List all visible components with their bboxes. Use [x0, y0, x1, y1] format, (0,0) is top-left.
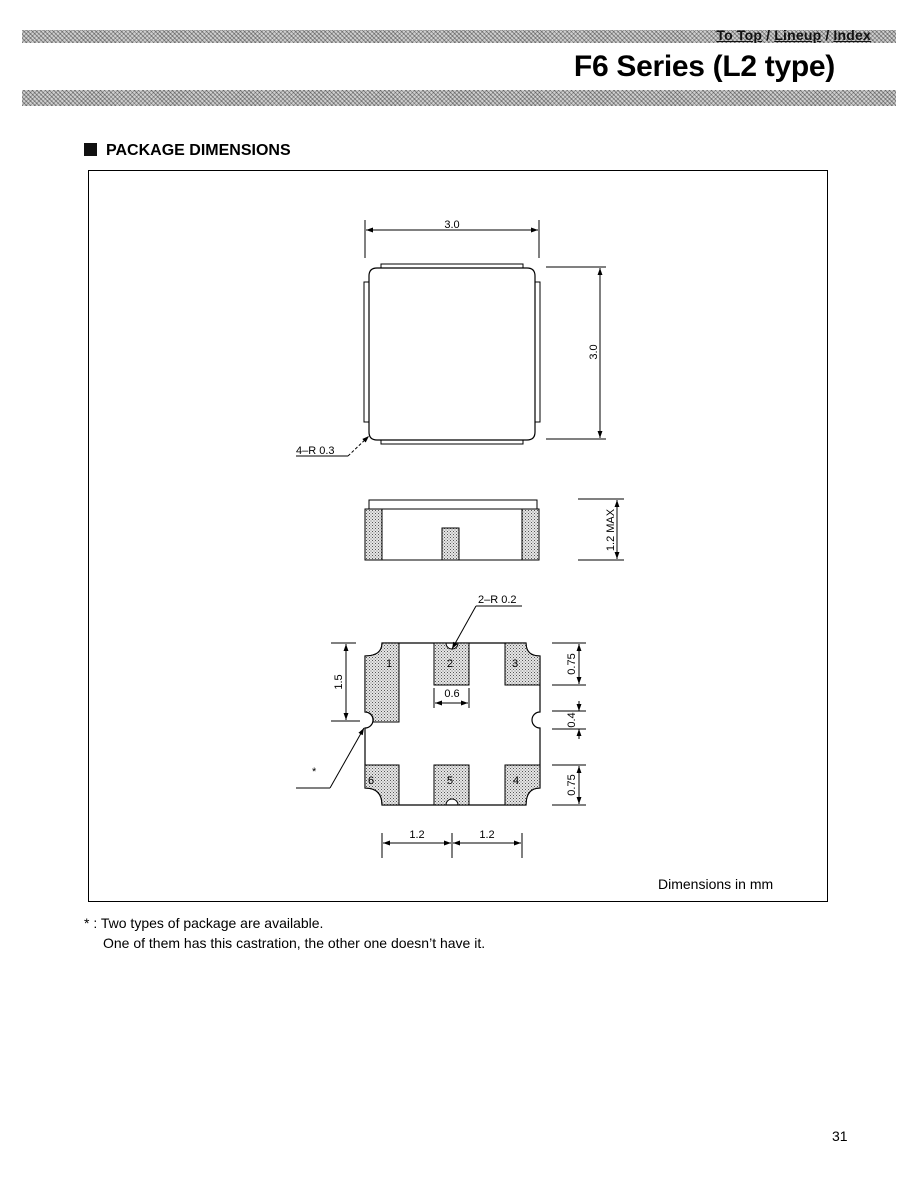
pad-number-4: 4 — [513, 775, 520, 787]
nav-separator: / — [825, 27, 830, 43]
section-title: PACKAGE DIMENSIONS — [106, 142, 291, 159]
nav-link-lineup[interactable]: Lineup — [774, 27, 822, 43]
pad-number-6: 6 — [368, 775, 375, 787]
corner-radius-label: 4–R 0.3 — [296, 445, 335, 457]
pitch-right-label: 1.2 — [479, 829, 495, 841]
pad-radius-label: 2–R 0.2 — [478, 594, 517, 606]
pad — [505, 765, 540, 805]
nav-link-top[interactable]: To Top — [716, 27, 763, 43]
top-height-label: 3.0 — [588, 344, 600, 360]
bottom-view — [296, 606, 586, 858]
top-view — [296, 220, 606, 456]
pad — [505, 643, 540, 685]
bottom-offset-label: 0.75 — [566, 774, 578, 796]
page-number: 31 — [832, 1128, 848, 1144]
nav-separator: / — [766, 27, 771, 43]
side-view-cap — [369, 500, 537, 509]
nav-link-index[interactable]: Index — [833, 27, 871, 43]
side-view-terminal — [442, 528, 459, 560]
pad — [365, 643, 399, 722]
footnote-line-1: * : Two types of package are available. — [84, 915, 324, 931]
dimensions-note: Dimensions in mm — [658, 876, 774, 892]
side-height-label: 1.2 MAX — [605, 508, 617, 552]
pad-height-label: 1.5 — [333, 674, 345, 690]
top-view-body — [369, 268, 535, 440]
top-view-terminal — [535, 282, 540, 422]
top-width-label: 3.0 — [444, 219, 460, 231]
pad-number-1: 1 — [386, 658, 393, 670]
side-view — [365, 499, 624, 560]
notch-label: 0.4 — [566, 712, 578, 728]
pad-number-5: 5 — [447, 775, 454, 787]
pad-number-3: 3 — [512, 658, 519, 670]
side-view-terminal — [522, 509, 539, 560]
pad-width-label: 0.6 — [444, 688, 460, 700]
top-offset-label: 0.75 — [566, 653, 578, 675]
pitch-left-label: 1.2 — [409, 829, 425, 841]
pad-number-2: 2 — [447, 658, 454, 670]
footnote-line-2: One of them has this castration, the other one doesn’t have it. — [103, 935, 486, 951]
top-view-terminal — [364, 282, 369, 422]
page-title: F6 Series (L2 type) — [573, 50, 835, 83]
side-view-terminal — [365, 509, 382, 560]
asterisk-label: * — [312, 766, 317, 778]
